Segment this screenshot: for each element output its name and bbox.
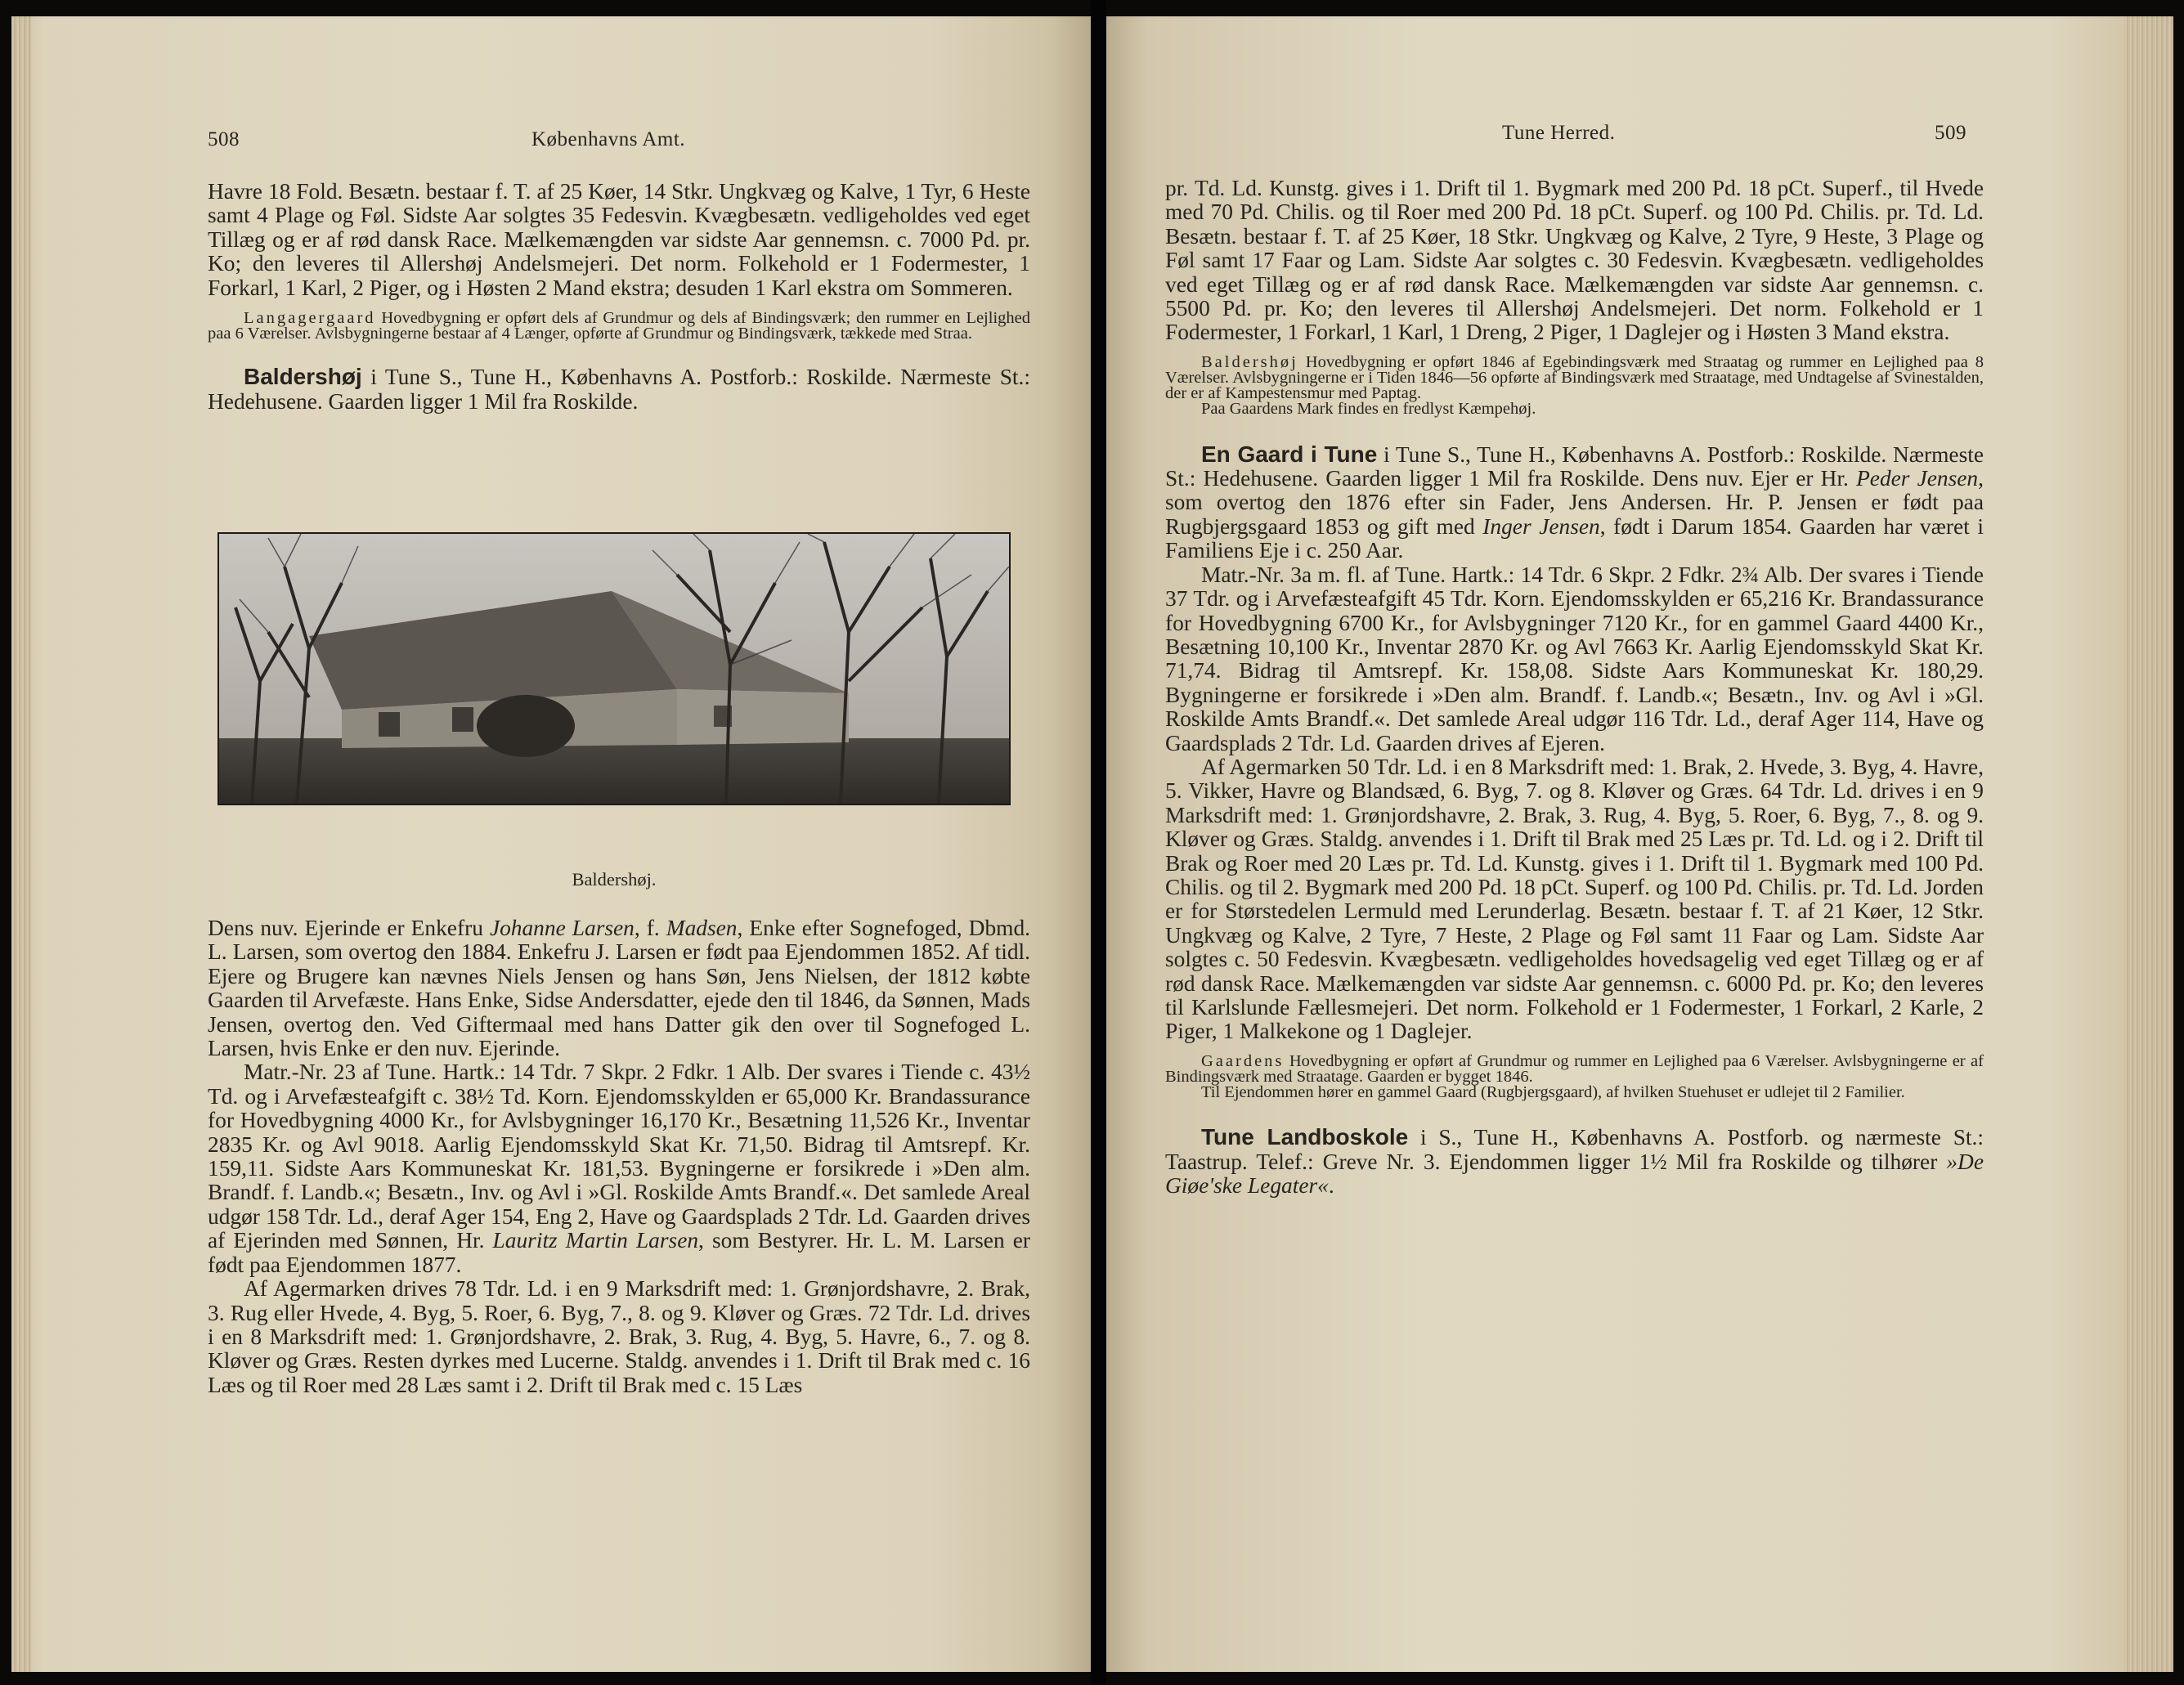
page-number: 509 [1935, 122, 1966, 144]
owner-name-1: Johanne Larsen [489, 916, 635, 940]
entry-tune-landboskole [1165, 1125, 1984, 1198]
entry-text-2: . [1328, 1173, 1334, 1199]
note-text: Hovedbygning er opført dels af Grundmur og dels af Bindingsværk; den rummer en Lejlighed paa 6 Værelser. Avlsbygningerne bestaar af 4 Længer, opførte af Grundmur og Bindingsværk, tækkede med Straa. [208, 309, 1030, 343]
matr-text-1: Matr.-Nr. 23 af Tune. Hartk.: 14 Tdr. 7 Skpr. 2 Fdkr. 1 Alb. Der svares i Tiende c. 43½ Td. og i Arvefæsteafgift c. 38½ Td. Korn. Ejendomsskylden er 65,000 Kr. Brandassurance for Hovedbygning 4000 Kr., for Avlsbygninger 16,170 Kr., Besætning 11,526 Kr., Inventar 2835 Kr. og Avl 9018. Aarlig Ejendomsskyld Skat Kr. 71,50. Bidrag til Amtsrepf. Kr. 159,11. Sidste Aars Kommuneskat Kr. 181,53. Bygningerne er forsikrede i »Den alm. Brandf. f. Landb.«; Besætn., Inv. og Avl i »Gl. Roskilde Amts Brandf.«. Det samlede Areal udgør 158 Tdr. Ld., deraf Ager 154, Eng 2, Have og Gaardsplads 2 Tdr. Ld. Gaarden drives af Ejerinden med Sønnen, Hr. [208, 1060, 1030, 1253]
farmhouse-illustration [219, 534, 1009, 804]
farm-photo [218, 532, 1011, 805]
note-langagergaard [208, 311, 1030, 342]
entry-intro: i Tune S., Tune H., Københavns A. Postforb.: Roskilde. Nærmeste St.: Hedehusene. Gaarden ligger 1 Mil fra Roskilde. [208, 365, 1030, 414]
entry-name-1: Peder Jensen [1856, 466, 1979, 491]
right-page [1106, 16, 2173, 1672]
note-gaardens [1165, 1051, 1984, 1102]
photo-caption: Baldershøj. [572, 869, 657, 890]
note-text: Hovedbygning er opført af Grundmur og rummer en Lejlighed paa 6 Værelser. Avlsbygningerne er af Bindingsværk med Straatage. Gaarden er bygget 1846. [1165, 1051, 1984, 1087]
entry-title: Baldershøj [244, 364, 362, 390]
paragraph-agermarken: Af Agermarken 50 Tdr. Ld. i en 8 Marksdrift med: 1. Brak, 2. Hvede, 3. Byg, 4. Havre, 5. Vikker, Havre og Blandsæd, 6. Byg, 7. og 8. Kløver og Græs. 64 Tdr. Ld. drives i en 9 Marksdrift med: 1. Grønjordshavre, 2. Brak, 3. Rug, 4. Byg, 5. Roer, 6. Byg, 7., 8. og 9. Kløver og Græs. Staldg. anvendes i 1. Drift til Brak med 25 Læs pr. Td. Ld. og i 2. Drift til Brak og Roer med 20 Læs pr. Td. Ld. Kunstg. gives i 1. Drift til 1. Bygmark med 100 Pd. Chilis. og til 2. Bygmark med 200 Pd. 18 pCt. Superf. og 100 Pd. Chilis. pr. Td. Ld. Jorden er for Størstedelen Lermuld med Lerunderlag. Besætn. bestaar f. T. af 21 Køer, 12 Stkr. Ungkvæg og Kalve, 2 Tyre, 7 Heste, 2 Plage og Føl samt 11 Faar og Lam. Sidste Aar solgtes c. 50 Fedesvin. Kvægbesætn. vedligeholdes hovedsagelig ved eget Tillæg og er af rød dansk Race. Mælkemængden var sidste Aar gennemsn. c. 6000 Pd. pr. Ko; den leveres til Karlslunde Fællesmejeri. Det norm. Folkehold er 1 Fodermester, 1 Forkarl, 2 Karle, 2 Piger, 1 Malkekone og 1 Daglejer. [1165, 754, 1984, 1044]
entry-en-gaard-i-tune [1165, 442, 1984, 563]
owner-name-2: Madsen [666, 916, 738, 940]
text-block-right [1165, 177, 1984, 1199]
owner-text-2: , f. [634, 916, 666, 940]
entry-text-3: , født i Darum 1854. Gaarden har været i Familiens Eje i c. 250 Aar. [1165, 513, 1984, 563]
note-text: Hovedbygning er opført 1846 af Egebindingsværk med Straatag og rummer en Lejlighed paa 8 Værelser. Avlsbygningerne er i Tiden 1846—56 opførte af Bindingsværk med Straatage, med Undtagelse af Svinestalden, der er af Kampestensmur med Paptag. [1165, 352, 1984, 403]
note-name: Baldershøj [1201, 352, 1298, 371]
paragraph-intro: Havre 18 Fold. Besætn. bestaar f. T. af 25 Køer, 14 Stkr. Ungkvæg og Kalve, 1 Tyr, 6 Heste samt 4 Plage og Føl. Sidste Aar solgtes 35 Fedesvin. Kvægbesætn. vedligeholdes ved eget Tillæg og er af rød dansk Race. Mælkemængden var sidste Aar gennemsn. c. 7000 Pd. pr. Ko; den leveres til Allershøj Andelsmejeri. Det norm. Folkehold er 1 Fodermester, 1 Forkarl, 1 Karl, 2 Piger, og i Høsten 2 Mand ekstra; desuden 1 Karl ekstra om Sommeren. [208, 179, 1030, 300]
paragraph-owner [208, 916, 1030, 1060]
running-head: Københavns Amt. [531, 128, 686, 150]
book-gutter [1091, 0, 1106, 1685]
entry-text-1: i Tune S., Tune H., Københavns A. Postforb.: Roskilde. Nærmeste St.: Hedehusene. Gaarden ligger 1 Mil fra Roskilde. Dens nuv. Ejer er Hr. [1165, 441, 1984, 491]
entry-title: En Gaard i Tune [1201, 441, 1378, 467]
paragraph-matr: Matr.-Nr. 3a m. fl. af Tune. Hartk.: 14 Tdr. 6 Skpr. 2 Fdkr. 2¾ Alb. Der svares i Tiende 37 Tdr. og i Arvefæsteafgift 45 Tdr. Korn. Ejendomsskylden er 65,216 Kr. Brandassurance for Hovedbygning 6700 Kr., for Avlsbygninger 7120 Kr., for en gammel Gaard 4400 Kr., Besætning 10,100 Kr., Inventar 2870 Kr. og Avl 7663 Kr. Aarlig Ejendomsskyld Skat Kr. 71,74. Bidrag til Amtsrepf. Kr. 158,08. Sidste Aars Kommuneskat Kr. 180,29. Bygningerne er forsikrede i »Den alm. Brandf. f. Landb.«; Besætn., Inv. og Avl i »Gl. Roskilde Amts Brandf.«. Det samlede Areal udgør 116 Tdr. Ld., deraf Ager 114, Have og Gaardsplads 2 Tdr. Ld. Gaarden drives af Ejeren. [1165, 562, 1984, 755]
text-block-top [208, 180, 1030, 414]
left-page [11, 16, 1091, 1672]
owner-text-1: Dens nuv. Ejerinde er Enkefru [208, 916, 490, 940]
entry-title: Tune Landboskole [1201, 1124, 1409, 1150]
text-block-bottom [208, 916, 1030, 1397]
paragraph-matr [208, 1060, 1030, 1277]
note-rugbjergsgaard: Til Ejendommen hører en gammel Gaard (Rugbjergsgaard), af hvilken Stuehuset er udlejet til 2 Familier. [1201, 1083, 1905, 1102]
matr-text-2: , som Bestyrer. Hr. L. M. Larsen er født paa Ejendommen 1877. [208, 1228, 1031, 1277]
paragraph-continued: pr. Td. Ld. Kunstg. gives i 1. Drift til 1. Bygmark med 200 Pd. 18 pCt. Superf., til Hvede med 70 Pd. Chilis. og til Roer med 200 Pd. 18 pCt. Superf. og 100 Pd. Chilis. pr. Td. Ld. Besætn. bestaar f. T. af 25 Køer, 18 Stkr. Ungkvæg og Kalve, 2 Tyre, 9 Heste, 3 Plage og Føl samt 17 Faar og Lam. Sidste Aar solgtes c. 30 Fedesvin. Kvægbesætn. vedligeholdes ved eget Tillæg og er af rød dansk Race. Mælkemængden var sidste Aar gennemsn. c. 5500 Pd. pr. Ko; den leveres til Allershøj Andelsmejeri. Det norm. Folkehold er 1 Fodermester, 1 Forkarl, 1 Karl, 1 Dreng, 2 Piger, 1 Daglejer og i Høsten 3 Mand ekstra. [1165, 176, 1984, 345]
note-baldershoj [1165, 352, 1984, 419]
entry-baldershoj [208, 365, 1030, 414]
note-name: Langagergaard [244, 309, 376, 328]
page-number: 508 [208, 128, 240, 150]
running-head: Tune Herred. [1502, 122, 1616, 144]
note-name: Gaardens [1201, 1051, 1285, 1070]
owner-text-3: , Enke efter Sognefoged, Dbmd. L. Larsen, som overtog den 1884. Enkefru J. Larsen er født paa Ejendommen 1852. Af tidl. Ejere og Brugere kan nævnes Niels Jensen og hans Søn, Jens Nielsen, der 1812 købte Gaarden til Arvefæste. Hans Enke, Sidse Andersdatter, ejede den til 1846, da Sønnen, Mads Jensen, overtog den. Ved Giftermaal med hans Datter gik den over til Sognefoged L. Larsen, hvis Enke er den nuv. Ejerinde. [208, 916, 1030, 1061]
matr-name: Lauritz Martin Larsen [492, 1228, 699, 1253]
page-edge-right [2124, 16, 2173, 1672]
paragraph-agermarken: Af Agermarken drives 78 Tdr. Ld. i en 9 Marksdrift med: 1. Grønjordshavre, 2. Brak, 3. Rug eller Hvede, 4. Byg, 5. Roer, 6. Byg, 7., 8. og 9. Kløver og Græs. 72 Tdr. Ld. drives i en 8 Marksdrift med: 1. Grønjordshavre, 2. Brak, 3. Rug, 4. Byg, 5. Havre, 6., 7. og 8. Kløver og Græs. Resten dyrkes med Lucerne. Staldg. anvendes i 1. Drift til Brak med c. 16 Læs og til Roer med 28 Læs samt i 2. Drift til Brak med c. 15 Læs [208, 1276, 1030, 1397]
note-kaempehoj: Paa Gaardens Mark findes en fredlyst Kæmpehøj. [1201, 400, 1536, 419]
page-edge-left [11, 16, 31, 1672]
entry-name: »De Giøe'ske Legater« [1165, 1149, 1984, 1199]
entry-text-1: i S., Tune H., Københavns A. Postforb. og nærmeste St.: Taastrup. Telef.: Greve Nr. 3. Ejendommen ligger 1½ Mil fra Roskilde og tilhører [1165, 1125, 1984, 1174]
entry-name-2: Inger Jensen [1482, 513, 1600, 539]
entry-text-2: , som overtog den 1876 efter sin Fader, Jens Andersen. Hr. P. Jensen er født paa Rugbjergsgaard 1853 og gift med [1165, 466, 1984, 539]
